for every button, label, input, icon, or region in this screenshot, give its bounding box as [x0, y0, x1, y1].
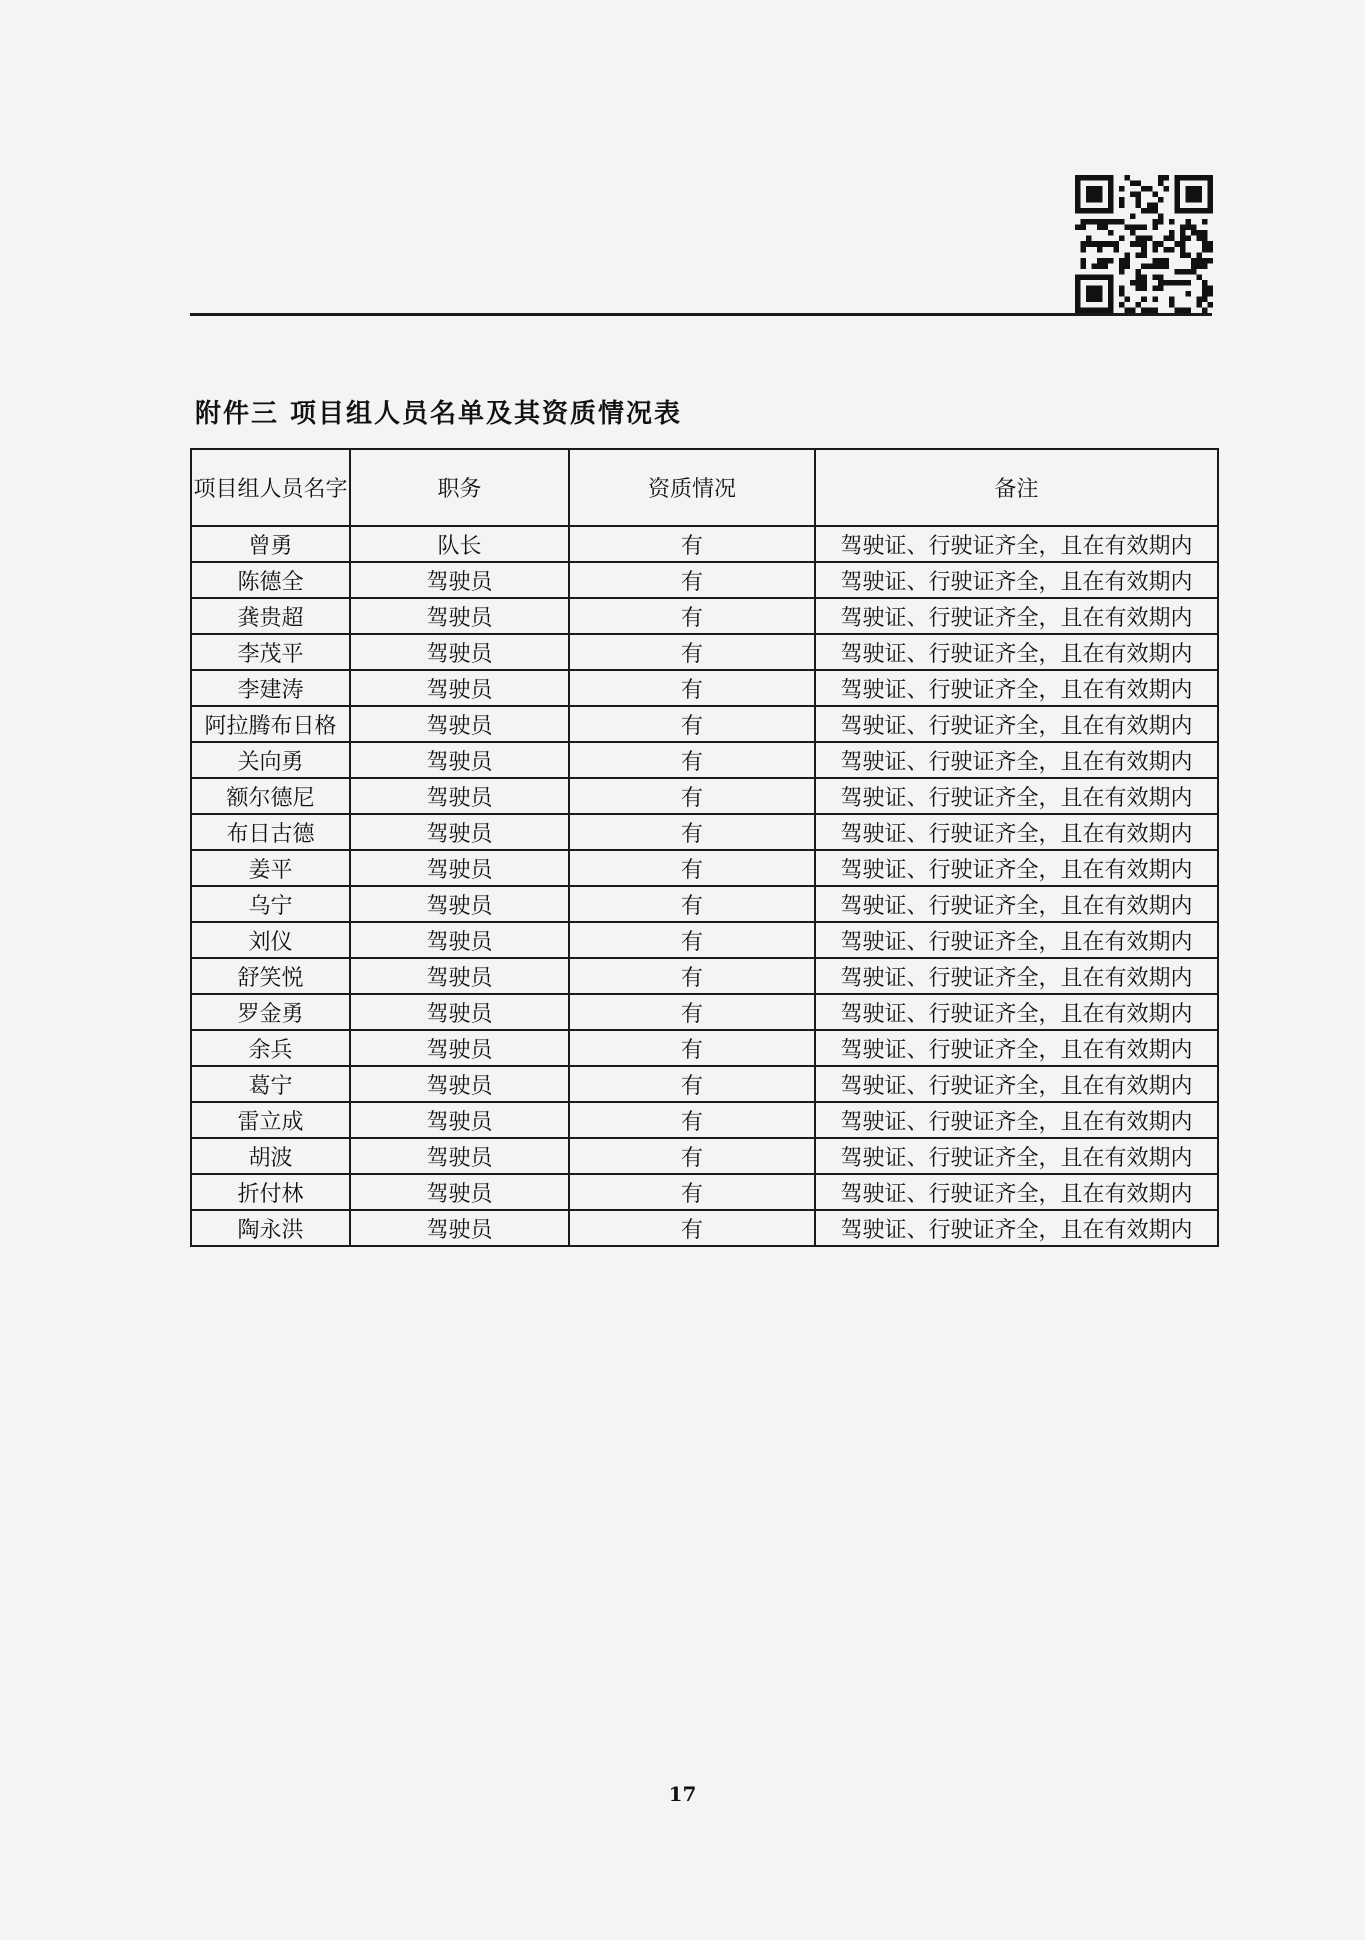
cell-position: 驾驶员 [350, 1102, 569, 1138]
cell-name: 雷立成 [191, 1102, 350, 1138]
cell-qualification: 有 [569, 598, 815, 634]
table-row [191, 670, 1218, 706]
cell-qualification: 有 [569, 1174, 815, 1210]
table-row [191, 598, 1218, 634]
cell-name: 刘仪 [191, 922, 350, 958]
cell-remarks: 驾驶证、行驶证齐全，且在有效期内 [815, 562, 1218, 598]
cell-position: 驾驶员 [350, 778, 569, 814]
cell-remarks: 驾驶证、行驶证齐全，且在有效期内 [815, 1174, 1218, 1210]
cell-remarks: 驾驶证、行驶证齐全，且在有效期内 [815, 850, 1218, 886]
table-row [191, 742, 1218, 778]
cell-name: 胡波 [191, 1138, 350, 1174]
cell-qualification: 有 [569, 922, 815, 958]
cell-qualification: 有 [569, 526, 815, 562]
cell-name: 额尔德尼 [191, 778, 350, 814]
cell-qualification: 有 [569, 562, 815, 598]
table-row [191, 1210, 1218, 1246]
cell-name: 阿拉腾布日格 [191, 706, 350, 742]
cell-position: 驾驶员 [350, 1030, 569, 1066]
cell-name: 葛宁 [191, 1066, 350, 1102]
table-row [191, 958, 1218, 994]
cell-name: 布日古德 [191, 814, 350, 850]
header-qualification: 资质情况 [569, 449, 815, 526]
cell-position: 驾驶员 [350, 994, 569, 1030]
table-row [191, 814, 1218, 850]
cell-remarks: 驾驶证、行驶证齐全，且在有效期内 [815, 958, 1218, 994]
table-row [191, 706, 1218, 742]
cell-position: 驾驶员 [350, 706, 569, 742]
cell-name: 罗金勇 [191, 994, 350, 1030]
cell-qualification: 有 [569, 742, 815, 778]
header-rule [190, 313, 1212, 316]
cell-name: 陈德全 [191, 562, 350, 598]
cell-name: 龚贵超 [191, 598, 350, 634]
cell-remarks: 驾驶证、行驶证齐全，且在有效期内 [815, 886, 1218, 922]
cell-name: 李建涛 [191, 670, 350, 706]
cell-position: 驾驶员 [350, 958, 569, 994]
cell-remarks: 驾驶证、行驶证齐全，且在有效期内 [815, 526, 1218, 562]
cell-remarks: 驾驶证、行驶证齐全，且在有效期内 [815, 1210, 1218, 1246]
cell-qualification: 有 [569, 1102, 815, 1138]
cell-name: 姜平 [191, 850, 350, 886]
cell-qualification: 有 [569, 1210, 815, 1246]
cell-position: 驾驶员 [350, 742, 569, 778]
cell-remarks: 驾驶证、行驶证齐全，且在有效期内 [815, 1102, 1218, 1138]
table-row [191, 1066, 1218, 1102]
table-row [191, 634, 1218, 670]
header-position: 职务 [350, 449, 569, 526]
cell-remarks: 驾驶证、行驶证齐全，且在有效期内 [815, 1138, 1218, 1174]
cell-remarks: 驾驶证、行驶证齐全，且在有效期内 [815, 706, 1218, 742]
table-row [191, 562, 1218, 598]
cell-position: 队长 [350, 526, 569, 562]
table-row [191, 1102, 1218, 1138]
cell-qualification: 有 [569, 634, 815, 670]
cell-position: 驾驶员 [350, 886, 569, 922]
cell-qualification: 有 [569, 706, 815, 742]
cell-position: 驾驶员 [350, 922, 569, 958]
table-row [191, 922, 1218, 958]
cell-remarks: 驾驶证、行驶证齐全，且在有效期内 [815, 598, 1218, 634]
table-row [191, 1030, 1218, 1066]
cell-position: 驾驶员 [350, 850, 569, 886]
table-row [191, 778, 1218, 814]
cell-qualification: 有 [569, 814, 815, 850]
personnel-table [190, 448, 1219, 1247]
cell-position: 驾驶员 [350, 598, 569, 634]
cell-remarks: 驾驶证、行驶证齐全，且在有效期内 [815, 1030, 1218, 1066]
cell-position: 驾驶员 [350, 1066, 569, 1102]
cell-qualification: 有 [569, 1030, 815, 1066]
cell-name: 陶永洪 [191, 1210, 350, 1246]
header-remarks: 备注 [815, 449, 1218, 526]
cell-qualification: 有 [569, 994, 815, 1030]
cell-name: 舒笑悦 [191, 958, 350, 994]
cell-qualification: 有 [569, 850, 815, 886]
cell-position: 驾驶员 [350, 634, 569, 670]
cell-qualification: 有 [569, 958, 815, 994]
qr-code-icon [1075, 175, 1213, 313]
cell-position: 驾驶员 [350, 1174, 569, 1210]
cell-position: 驾驶员 [350, 814, 569, 850]
cell-name: 折付林 [191, 1174, 350, 1210]
table-header-row [191, 449, 1218, 526]
cell-position: 驾驶员 [350, 1138, 569, 1174]
table-row [191, 850, 1218, 886]
cell-remarks: 驾驶证、行驶证齐全，且在有效期内 [815, 814, 1218, 850]
cell-remarks: 驾驶证、行驶证齐全，且在有效期内 [815, 634, 1218, 670]
table-row [191, 994, 1218, 1030]
cell-position: 驾驶员 [350, 562, 569, 598]
cell-remarks: 驾驶证、行驶证齐全，且在有效期内 [815, 994, 1218, 1030]
table-row [191, 886, 1218, 922]
cell-remarks: 驾驶证、行驶证齐全，且在有效期内 [815, 742, 1218, 778]
cell-name: 乌宁 [191, 886, 350, 922]
header-name: 项目组人员名字 [191, 449, 350, 526]
cell-name: 李茂平 [191, 634, 350, 670]
cell-name: 关向勇 [191, 742, 350, 778]
cell-qualification: 有 [569, 1138, 815, 1174]
cell-name: 余兵 [191, 1030, 350, 1066]
cell-remarks: 驾驶证、行驶证齐全，且在有效期内 [815, 778, 1218, 814]
cell-name: 曾勇 [191, 526, 350, 562]
cell-qualification: 有 [569, 1066, 815, 1102]
table-row [191, 1174, 1218, 1210]
cell-qualification: 有 [569, 778, 815, 814]
page-number: 17 [668, 1782, 697, 1806]
table-row [191, 1138, 1218, 1174]
cell-position: 驾驶员 [350, 1210, 569, 1246]
cell-remarks: 驾驶证、行驶证齐全，且在有效期内 [815, 1066, 1218, 1102]
table-row [191, 526, 1218, 562]
table-body [191, 526, 1218, 1246]
cell-position: 驾驶员 [350, 670, 569, 706]
cell-qualification: 有 [569, 886, 815, 922]
cell-qualification: 有 [569, 670, 815, 706]
cell-remarks: 驾驶证、行驶证齐全，且在有效期内 [815, 670, 1218, 706]
cell-remarks: 驾驶证、行驶证齐全，且在有效期内 [815, 922, 1218, 958]
document-title: 附件三 项目组人员名单及其资质情况表 [195, 399, 683, 429]
